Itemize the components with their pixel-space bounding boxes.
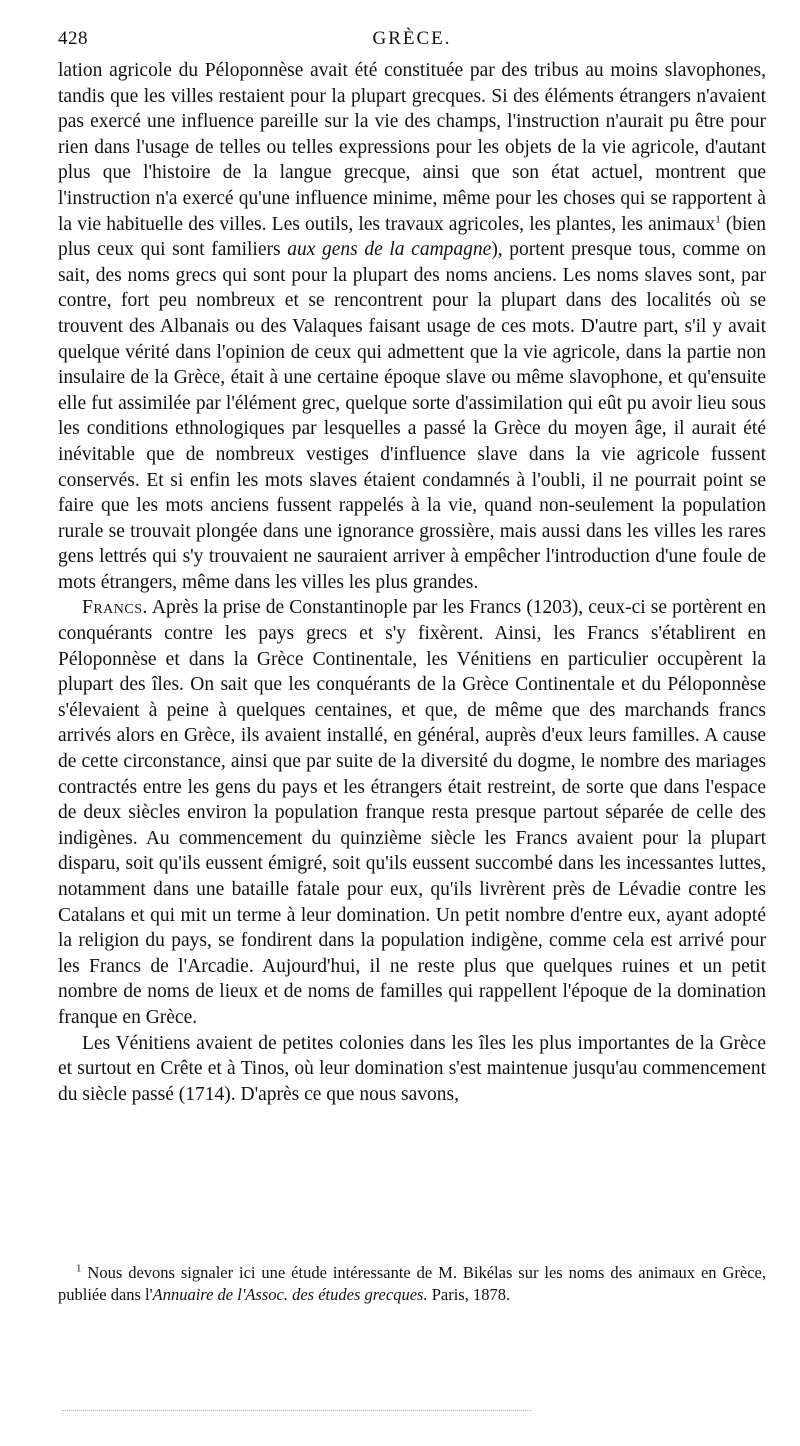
paragraph-1-italic: aux gens de la campagne [287,239,492,261]
paragraph-1-text-b: (bien plus ceux qui sont familiers [58,213,766,261]
paragraph-1 [58,58,766,595]
footnote-italic: Annuaire de l'Assoc. des études grecques. [152,1285,428,1304]
section-label-francs: Francs. [82,597,148,619]
footnote-ref[interactable]: 1 [715,213,721,226]
paragraph-1-text-c: ), portent presque tous, comme on sait, des noms grecs qui sont pour la plupart des noms anciens. Les noms slaves sont, par contre, fort peu nombreux et se rencontrent pour la plupart dans des localités où se trouvent des Albanais ou des Valaques faisant usage de ces mots. D'autre part, s'il y avait quelque vérité dans l'opinion de ceux qui admettent que la vie agricole, dans la partie non insulaire de la Grèce, était à une certaine époque slave ou même slavophone, et qu'ensuite elle fut assimilée par l'élément grec, quelque sorte d'assimilation qui eût pu avoir lieu sous les conditions ethnologiques par lesquelles a passé la Grèce du moyen âge, il aurait été inévitable que de nombreux vestiges d'influence slave dans la vie agricole fussent conservés. Et si enfin les mots slaves étaient condamnés à l'oubli, il ne pourrait point se faire que les mots anciens fussent rappelés à la vie, quand non-seulement la population rurale se trouvait plongée dans une ignorance grossière, mais aussi dans les villes les rares gens lettrés qui s'y trouvaient ne sauraient arriver à empêcher l'introduction d'une foule de mots étrangers, même dans les villes les plus grandes. [58,239,766,593]
footnote-marker: 1 [76,1262,82,1275]
page-number: 428 [58,28,88,49]
bottom-rule [62,1410,532,1411]
running-head [58,28,766,58]
paragraph-2-text: Après la prise de Constantinople par les Francs (1203), ceux-ci se portèrent en conquérants contre les pays grecs et s'y fixèrent. Ainsi, les Francs s'établirent en Péloponnèse et dans la Grèce Continentale, les Vénitiens en particulier occupèrent la plupart des îles. On sait que les conquérants de la Grèce Continentale et du Péloponnèse s'élevaient à peine à quelques centaines, et que, de même que des marchands francs arrivés alors en Grèce, ils avaient installé, en général, auprès d'eux leurs familles. A cause de cette circonstance, ainsi que par suite de la diversité du dogme, le nombre des mariages contractés entre les gens du pays et les étrangers était restreint, de sorte que dans l'espace de deux siècles environ la population franque resta presque partout séparée de celle des indigènes. Au commencement du quinzième siècle les Francs avaient pour la plupart disparu, soit qu'ils eussent émigré, soit qu'ils eussent succombé dans les incessantes luttes, notamment dans une bataille fatale pour eux, qu'ils livrèrent près de Lévadie contre les Catalans et qui mit un terme à leur domination. Un petit nombre d'entre eux, ayant adopté la religion du pays, se fondirent dans la population indigène, comme cela est arrivé pour les Francs de l'Arcadie. Aujourd'hui, il ne reste plus que quelques ruines et un petit nombre de noms de lieux et de noms de familles qui rappellent l'époque de la domination franque en Grèce. [58,597,766,1028]
footnote-text-a: Nous devons signaler ici une étude intéressante de M. Bikélas sur les noms des animaux en Grèce, publiée dans l' [58,1263,766,1304]
footnote-1 [58,1262,766,1306]
paragraph-3: Les Vénitiens avaient de petites colonies dans les îles les plus importantes de la Grèce et surtout en Crête et à Tinos, où leur domination s'est maintenue jusqu'au commencement du siècle passé (1714). D'après ce que nous savons, [58,1032,766,1105]
body-text [58,58,766,1107]
footnote-text-b: Paris, 1878. [427,1285,511,1304]
footnotes [58,1262,766,1306]
page [58,28,766,1107]
paragraph-2 [58,595,766,1030]
running-title: GRÈCE. [372,28,452,49]
paragraph-1-text-a: lation agricole du Péloponnèse avait été constituée par des tribus au moins slavophones, tandis que les villes restaient pour la plupart grecques. Si des éléments étrangers n'avaient pas exercé une influence pareille sur la vie des champs, l'instruction n'aurait pu être pour rien dans l'usage de telles ou telles expressions pour les objets de la vie agricole, d'autant plus que l'histoire de la langue grecque, ainsi que son état actuel, montrent que l'instruction n'a exercé qu'une influence minime, même pour les choses qui se rapportent à la vie habituelle des villes. Les outils, les travaux agricoles, les plantes, les animaux [58,60,766,235]
